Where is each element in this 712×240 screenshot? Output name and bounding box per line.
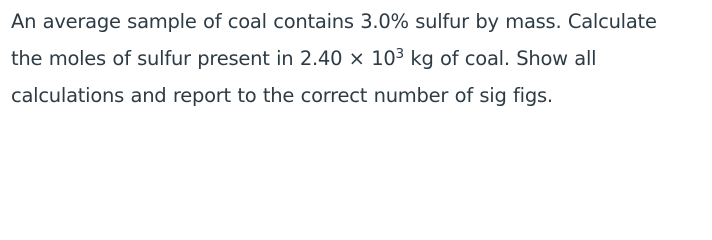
question-line-1: An average sample of coal contains 3.0% sulfur by mass. Calculate xyxy=(11,10,657,33)
question-line-2-start: the moles of sulfur present in 2.40 × 10 xyxy=(11,47,396,70)
exponent: 3 xyxy=(395,45,404,62)
question-line-2 xyxy=(11,40,711,77)
question-line-3: calculations and report to the correct number of sig figs. xyxy=(11,84,553,107)
question-text xyxy=(11,3,711,114)
question-line-2-end: kg of coal. Show all xyxy=(403,47,597,70)
